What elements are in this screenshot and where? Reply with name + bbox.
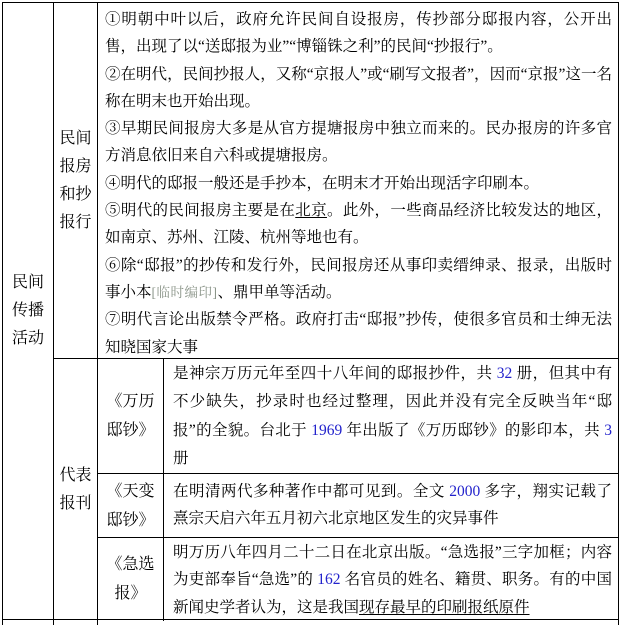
paragraph-3: ③早期民间报房大多是从官方提塘报房中独立而来的。民办报房的许多官方消息依旧来自六科或提塘报房。 <box>105 120 612 165</box>
paper-title-cell <box>98 474 164 537</box>
paragraph-7: ⑦明代言论出版禁令严格。政府打击“邸报”抄传，使很多官员和士绅无法知晓国家大事 <box>105 311 612 356</box>
paragraph-5: ⑤明代的民间报房主要是在北京。此外，一些商品经济比较发达的地区，如南京、苏州、江陵、杭州等地也有。 <box>105 202 612 247</box>
table-row-tianbian-dichao <box>98 474 618 538</box>
row-header-private-newsrooms <box>54 3 98 358</box>
paper-title-cell <box>98 359 164 473</box>
document-table <box>2 2 619 625</box>
paper-description: 是神宗万历元年至四十八年间的邸报抄件，共 32 册，但其中有不少缺失，抄录时也经过整理，因此并没有完全反映当年“邸报”的全貌。台北于 1969 年出版了《万历邸钞》的影印本，共 3 册 <box>173 365 612 467</box>
paragraph-4: ④明代的邸报一般还是手抄本，在明末才开始出现活字印刷本。 <box>105 174 540 192</box>
paragraph-2: ②在明代，民间抄报人，又称“京报人”或“刷写文报者”，因而“京报”这一名称在明末也开始出现。 <box>105 65 612 110</box>
representative-papers-rows <box>98 359 618 621</box>
partial-cell <box>98 620 618 625</box>
next-row-partial <box>3 620 618 625</box>
table-main-columns <box>54 3 618 619</box>
row-header-label: 民间报房和抄报行 <box>59 129 92 231</box>
paper-title: 《急选报》 <box>106 556 155 603</box>
row-header-folk-communication-activities <box>3 3 54 619</box>
paragraph-6: ⑥除“邸报”的抄传和发行外，民间报房还从事印卖缙绅录、报录，出版时事小本[临时编印]、鼎甲单等活动。 <box>105 256 612 301</box>
paper-description: 明万历八年四月二十二日在北京出版。“急选报”三字加框；内容为吏部奉旨“急选”的 162 名官员的姓名、籍贯、职务。有的中国新闻史学者认为，这是我国现存最早的印刷报纸原件 <box>173 544 612 616</box>
paper-title: 《天变邸钞》 <box>106 482 155 529</box>
row-header-label: 代表报刊 <box>59 466 92 512</box>
paper-description: 在明清两代多种著作中都可见到。全文 2000 多字，翔实记载了熹宗天启六年五月初六北京地区发生的灾异事件 <box>173 483 612 527</box>
paper-title: 《万历邸钞》 <box>106 393 155 439</box>
section-private-newsrooms <box>54 3 618 359</box>
table-row-wanli-dichao <box>98 359 618 474</box>
table-body <box>3 3 618 620</box>
section-private-newsrooms-content <box>98 3 618 358</box>
paragraph-1: ①明朝中叶以后，政府允许民间自设报房，传抄部分邸报内容，公开出售，出现了以“送邸报为业”“博锱铢之利”的民间“抄报行”。 <box>105 11 612 56</box>
table-row-jixuanbao <box>98 538 618 621</box>
row-header-label: 民间传播活动 <box>12 274 45 347</box>
section-representative-papers <box>54 359 618 621</box>
partial-cell <box>3 620 54 625</box>
paper-title-cell <box>98 538 164 621</box>
partial-cell <box>54 620 98 625</box>
row-header-representative-papers <box>54 359 98 621</box>
